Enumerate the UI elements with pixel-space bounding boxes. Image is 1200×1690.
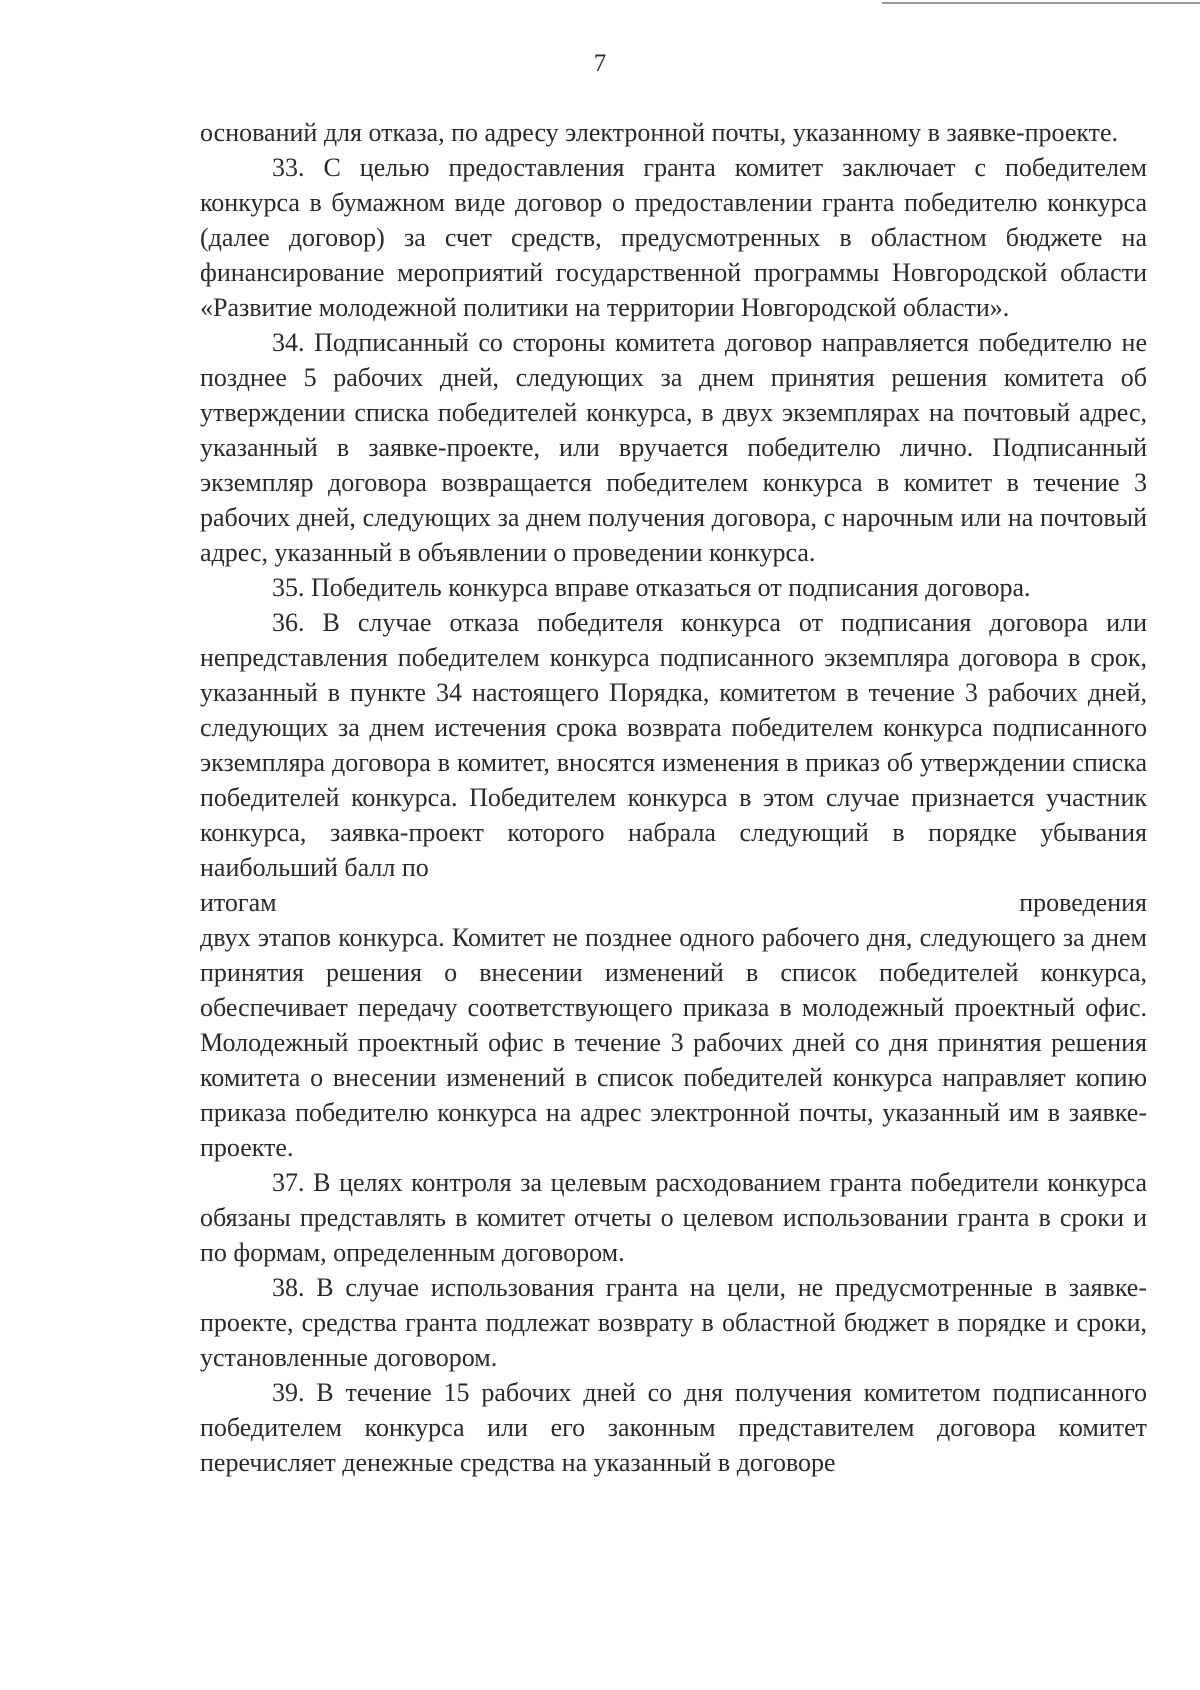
paragraph-36-word-right: проведения [1019, 888, 1147, 917]
paragraph-35: 35. Победитель конкурса вправе отказаться от подписания договора. [272, 573, 1031, 602]
page-number: 7 [593, 50, 607, 77]
paragraph-36-word-left: итогам [200, 888, 277, 917]
scan-edge-line [882, 2, 1200, 4]
paragraph-continuation: оснований для отказа, по адресу электронной почты, указанному в заявке-проекте. [200, 118, 1119, 147]
paragraph-36-part-1: 36. В случае отказа победителя конкурса от подписания договора или непредставления победителем конкурса подписанного экземпляра договора в срок, указанный в пункте 34 настоящего Порядка, комитетом в течение 3 рабочих дней, следующих за днем истечения срока возврата победителем конкурса подписанного экземпляра договора в комитет, вносятся изменения в приказ об утверждении списка победителей конкурса. Победителем конкурса в этом случае признается участник конкурса, заявка-проект которого набрала следующий в порядке убывания наибольший балл по [200, 608, 1147, 882]
paragraph-33: 33. С целью предоставления гранта комитет заключает с победителем конкурса в бумажном виде договор о предоставлении гранта победителю конкурса (далее договор) за счет средств, предусмотренных в областном бюджете на финансирование мероприятий государственной программы Новгородской области «Развитие молодежной политики на территории Новгородской области». [200, 153, 1147, 322]
paragraph-36-part-2: двух этапов конкурса. Комитет не позднее одного рабочего дня, следующего за днем принятия решения о внесении изменений в список победителей конкурса, обеспечивает передачу соответствующего приказа в молодежный проектный офис. Молодежный проектный офис в течение 3 рабочих дней со дня принятия решения комитета о внесении изменений в список победителей конкурса направляет копию приказа победителю конкурса на адрес электронной почты, указанный им в заявке-проекте. [200, 923, 1147, 1162]
paragraph-36-spread-line [200, 885, 1147, 920]
paragraph-37: 37. В целях контроля за целевым расходованием гранта победители конкурса обязаны представлять в комитет отчеты о целевом использовании гранта в сроки и по формам, определенным договором. [200, 1168, 1147, 1267]
paragraph-38: 38. В случае использования гранта на цели, не предусмотренные в заявке-проекте, средства гранта подлежат возврату в областной бюджет в порядке и сроки, установленные договором. [200, 1273, 1147, 1372]
document-body [200, 115, 1147, 1480]
paragraph-39: 39. В течение 15 рабочих дней со дня получения комитетом подписанного победителем конкурса или его законным представителем договора комитет перечисляет денежные средства на указанный в договоре [200, 1378, 1147, 1477]
paragraph-34: 34. Подписанный со стороны комитета договор направляется победителю не позднее 5 рабочих дней, следующих за днем принятия решения комитета об утверждении списка победителей конкурса, в двух экземплярах на почтовый адрес, указанный в заявке-проекте, или вручается победителю лично. Подписанный экземпляр договора возвращается победителем конкурса в комитет в течение 3 рабочих дней, следующих за днем получения договора, с нарочным или на почтовый адрес, указанный в объявлении о проведении конкурса. [200, 328, 1147, 567]
